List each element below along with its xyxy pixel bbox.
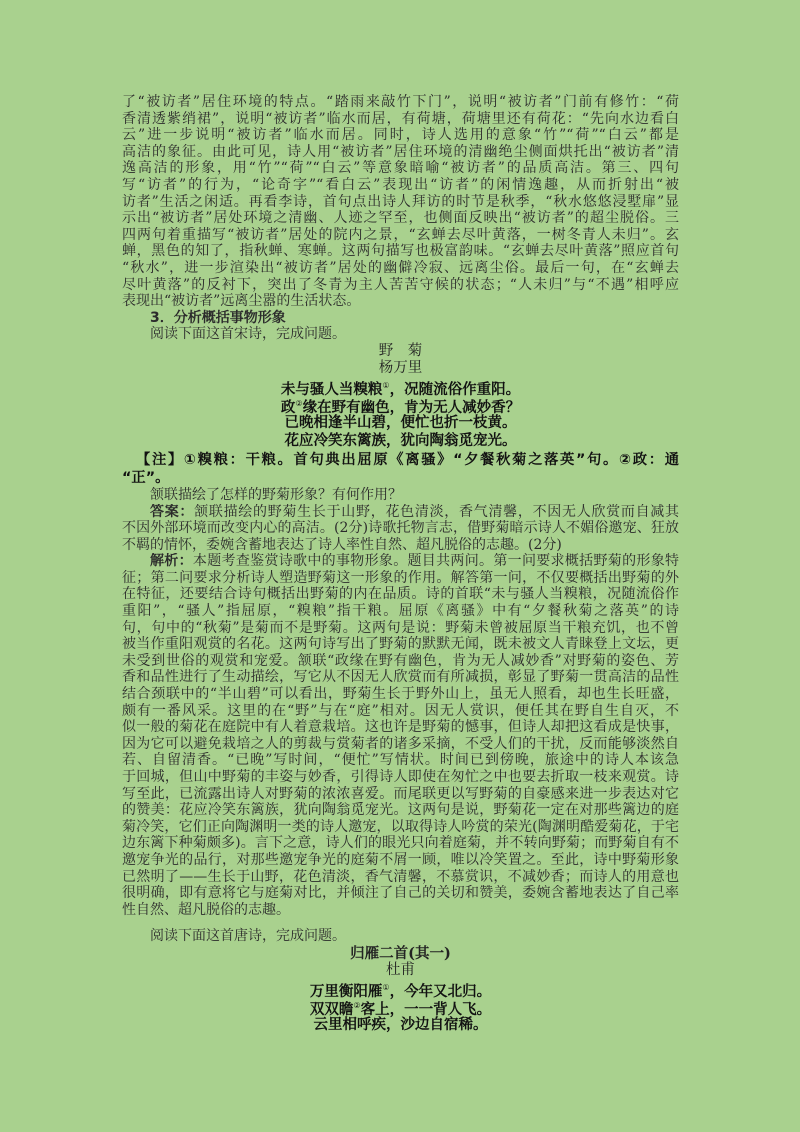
line-text: 3．分析概括事物形象 — [150, 309, 286, 326]
document-page — [122, 94, 679, 1034]
line-text: 邀宠争光的品行，对那些邀宠争光的庭菊不屑一顾，唯以冷笑置之。至此，诗中野菊形象 — [122, 851, 679, 868]
line-text: 颔联描绘了怎样的野菊形象？有何作用？ — [150, 486, 402, 503]
line-text: 的赞美：花应冷笑东篱族，犹向陶翁觅宠光。这两句是说，野菊花一定在对那些篱边的庭 — [122, 802, 679, 819]
text-line — [122, 736, 679, 753]
text-line — [122, 293, 679, 310]
text-line — [122, 326, 679, 343]
text-line — [122, 504, 679, 521]
line-text: 重阳”，“骚人”指屈原，“糗粮”指干粮。屈原《离骚》中有“夕餐秋菊之落英”的诗 — [122, 603, 679, 620]
line-text: 访者”生活之闲适。再看李诗，首句点出诗人拜访的时节是秋季，“秋水悠悠浸墅扉”显 — [122, 193, 679, 210]
paragraph — [122, 504, 679, 554]
poem-line-text: 万里衡阳雁 — [309, 983, 383, 1000]
text-line — [122, 769, 679, 786]
footnote-marker: ① — [382, 982, 390, 992]
line-text: “正”。 — [122, 469, 170, 486]
line-text: 颔联描绘的野菊生长于山野，花色清淡，香气清馨，不因无人欣赏而自减其 — [194, 503, 679, 520]
text-line — [122, 537, 679, 554]
poem-line — [122, 997, 679, 1019]
poem-line-text: 政 — [280, 400, 296, 417]
line-text: 四两句着重描写“被访者”居处的院内之景，“玄蝉去尽叶黄落，一树冬青人未归”。玄 — [122, 226, 679, 243]
line-text: 被当作重阳观赏的名花。这两句诗写出了野菊的默默无闻，既未被文人青睐登上文坛，更 — [122, 636, 679, 653]
text-line — [122, 703, 679, 720]
line-text: 逸高洁的形象，用“竹”“荷”“白云”等意象暗喻“被访者”的品质高洁。第三、四句 — [122, 160, 679, 177]
poem-line — [122, 414, 679, 433]
text-line — [122, 111, 679, 128]
annotation-note — [122, 451, 679, 487]
text-line — [122, 620, 679, 637]
poem-title: 野 菊 — [378, 342, 423, 359]
poem-line-rest: 客上，一一背人飞。 — [360, 1002, 492, 1019]
footnote-marker: ② — [353, 1001, 361, 1011]
text-line — [122, 885, 679, 902]
line-text: 不羁的情怀，委婉含蓄地表达了诗人率性自然、超凡脱俗的志趣。(2分) — [122, 536, 562, 553]
line-text: 本题考查鉴赏诗歌中的事物形象。题目共两问。第一问要求概括野菊的形象特 — [192, 553, 679, 570]
paragraph — [122, 487, 679, 504]
text-line — [122, 636, 679, 653]
text-line — [122, 94, 679, 111]
line-text: 句，句中的“秋菊”是菊而不是野菊。这两句是说：野菊未曾被屈原当干粮充饥，也不曾 — [122, 619, 679, 636]
line-text: 菊冷笑，它们正向陶渊明一类的诗人邀宠，以取得诗人吟赏的荣光(陶渊明酷爱菊花，于宅 — [122, 818, 679, 835]
text-line — [122, 586, 679, 603]
paragraph — [122, 326, 679, 343]
text-line — [122, 570, 679, 587]
text-line — [122, 451, 679, 469]
line-text: 颇有一番风采。这里的在“野”与在“庭”相对。因无人赏识，便任其在野自生自灭，不 — [122, 702, 679, 719]
poem-line — [122, 395, 679, 417]
text-line — [122, 469, 679, 487]
line-text: 征；第二问要求分析诗人塑造野菊这一形象的作用。解答第一问，不仅要概括出野菊的外 — [122, 569, 679, 586]
line-text: 已然明了——生长于山野，花色清淡，香气清馨，不慕赏识，不减妙香；而诗人的用意也 — [122, 868, 679, 885]
line-text: 很明确，即有意将它与庭菊对比，并倾注了自己的关切和赞美，委婉含蓄地表达了自己率 — [122, 885, 679, 902]
text-line — [122, 177, 679, 194]
text-line — [122, 487, 679, 504]
poem-author: 杨万里 — [378, 359, 423, 376]
line-text: 若、自留清香。“已晚”写时间，“便忙”写情状。时间已到傍晚，旅途中的诗人本该急 — [122, 752, 679, 769]
text-line — [122, 194, 679, 211]
poem-line-rest: ，况随流俗作重阳。 — [389, 381, 521, 398]
text-line — [122, 310, 679, 327]
poem — [122, 343, 679, 451]
text-line — [122, 835, 679, 852]
line-text: 写至此，已流露出诗人对野菊的浓浓喜爱。而尾联更以写野菊的自豪感来进一步表达对它 — [122, 785, 679, 802]
text-line — [122, 819, 679, 836]
line-text: 因为它可以避免栽培之人的剪裁与赏菊者的诸多采摘，不受人们的干扰，反而能够淡然自 — [122, 735, 679, 752]
line-text: 高洁的象征。由此可见，诗人用“被访者”居住环境的清幽绝尘侧面烘托出“被访者”清 — [122, 143, 679, 160]
paragraph — [122, 928, 679, 945]
text-line — [122, 520, 679, 537]
line-text: 不因外部环境而改变内心的高洁。(2分)诗歌托物言志，借野菊暗示诗人不媚俗邀宠、狂放 — [122, 520, 679, 537]
paragraph-label: 答案： — [150, 503, 195, 520]
poem-line-text: 云里相呼疾，沙边自宿稀。 — [313, 1016, 488, 1033]
text-line — [122, 127, 679, 144]
text-line — [122, 669, 679, 686]
text-line — [122, 786, 679, 803]
line-text: 在特征，还要结合诗句概括出野菊的内在品质。诗的首联“未与骚人当糗粮，况随流俗作 — [122, 586, 679, 603]
text-line — [122, 869, 679, 886]
poem-line — [122, 432, 679, 451]
text-line — [122, 902, 679, 919]
text-line — [122, 227, 679, 244]
poem-line-rest: 缘在野有幽色，肯为无人减妙香？ — [302, 400, 521, 417]
text-line — [122, 852, 679, 869]
line-text: 阅读下面这首宋诗，完成问题。 — [150, 326, 346, 343]
poem-line — [122, 377, 679, 396]
line-text: 【注】①糗粮：干粮。首句典出屈原《离骚》“夕餐秋菊之落英”句。②政：通 — [136, 451, 679, 468]
poem-line-rest: ，今年又北归。 — [389, 983, 492, 1000]
text-line — [122, 553, 679, 570]
paragraph — [122, 553, 679, 918]
paragraph — [122, 94, 679, 310]
text-line — [122, 719, 679, 736]
poem — [122, 945, 679, 1035]
line-text: 云”进一步说明“被访者”临水而居。同时，诗人选用的意象“竹”“荷”“白云”都是 — [122, 127, 679, 144]
line-text: 似一般的菊花在庭院中有人着意栽培。这也许是野菊的憾事，但诗人却把这看成是快事， — [122, 719, 679, 736]
line-text: 性自然、超凡脱俗的志趣。 — [122, 901, 290, 918]
text-line — [122, 210, 679, 227]
text-line — [122, 653, 679, 670]
text-line — [122, 243, 679, 260]
text-line — [122, 928, 679, 945]
paragraph-label: 解析： — [150, 553, 193, 570]
poem-line-text: 双双瞻 — [309, 1002, 354, 1019]
line-text: 香清透紫绡裙”，说明“被访者”临水而居，有荷塘，荷塘里还有荷花：“先向水边看白 — [122, 110, 679, 127]
line-text: 香和品性进行了生动描绘，写它从不因无人欣赏而有所减损，彰显了野菊一贯高洁的品性 — [122, 669, 679, 686]
line-text: 示出“被访者”居处环境之清幽、人迹之罕至，也侧面反映出“被访者”的超尘脱俗。三 — [122, 210, 679, 227]
poem-title: 归雁二首(其一) — [350, 944, 451, 962]
line-text: 表现出“被访者”远离尘嚣的生活状态。 — [122, 293, 361, 310]
footnote-marker: ② — [295, 399, 303, 409]
poem-author: 杜甫 — [386, 961, 415, 978]
text-line — [122, 752, 679, 769]
spacer — [122, 918, 679, 928]
footnote-marker: ① — [382, 380, 390, 390]
text-line — [122, 686, 679, 703]
poem-line — [122, 979, 679, 998]
text-line — [122, 260, 679, 277]
text-line — [122, 277, 679, 294]
text-line — [122, 144, 679, 161]
line-text: 蝉，黑色的知了，指秋蝉、寒蝉。这两句描写也极富韵味。“玄蝉去尽叶黄落”照应首句 — [122, 243, 679, 260]
line-text: 写“访者”的行为，“论奇字”“看白云”表现出“访者”的闲情逸趣，从而折射出“被 — [122, 176, 679, 193]
line-text: 阅读下面这首唐诗，完成问题。 — [150, 928, 346, 945]
line-text: 未受到世俗的观赏和宠爱。颔联“政缘在野有幽色，肯为无人减妙香”对野菊的姿色、芳 — [122, 652, 679, 669]
line-text: “秋水”，进一步渲染出“被访者”居处的幽僻冷寂、远离尘俗。最后一句，在“玄蝉去 — [122, 259, 679, 276]
section-heading — [122, 310, 679, 327]
line-text: 边东篱下种菊颇多)。言下之意，诗人们的眼光只向着庭菊，并不转向野菊；而野菊自有不 — [122, 835, 679, 852]
poem-line-text: 已晚相逢半山碧，便忙也折一枝黄。 — [284, 414, 517, 431]
line-text: 结合颈联中的“半山碧”可以看出，野菊生长于野外山上，虽无人照看，却也生长旺盛， — [122, 686, 679, 703]
line-text: 于回城，但山中野菊的丰姿与妙香，引得诗人即使在匆忙之中也要去折取一枝来观赏。诗 — [122, 769, 679, 785]
text-line — [122, 603, 679, 620]
poem-line-text: 未与骚人当糗粮 — [280, 381, 383, 398]
line-text: 尽叶黄落”的反衬下，突出了冬青为主人苦苦守候的状态；“人未归”与“不遇”相呼应 — [122, 276, 679, 293]
line-text: 了“被访者”居住环境的特点。“踏雨来敲竹下门”，说明“被访者”门前有修竹：“荷 — [122, 94, 679, 110]
text-line — [122, 160, 679, 177]
poem-line-text: 花应冷笑东篱族，犹向陶翁觅宠光。 — [284, 433, 517, 450]
poem-line — [122, 1016, 679, 1035]
text-line — [122, 802, 679, 819]
